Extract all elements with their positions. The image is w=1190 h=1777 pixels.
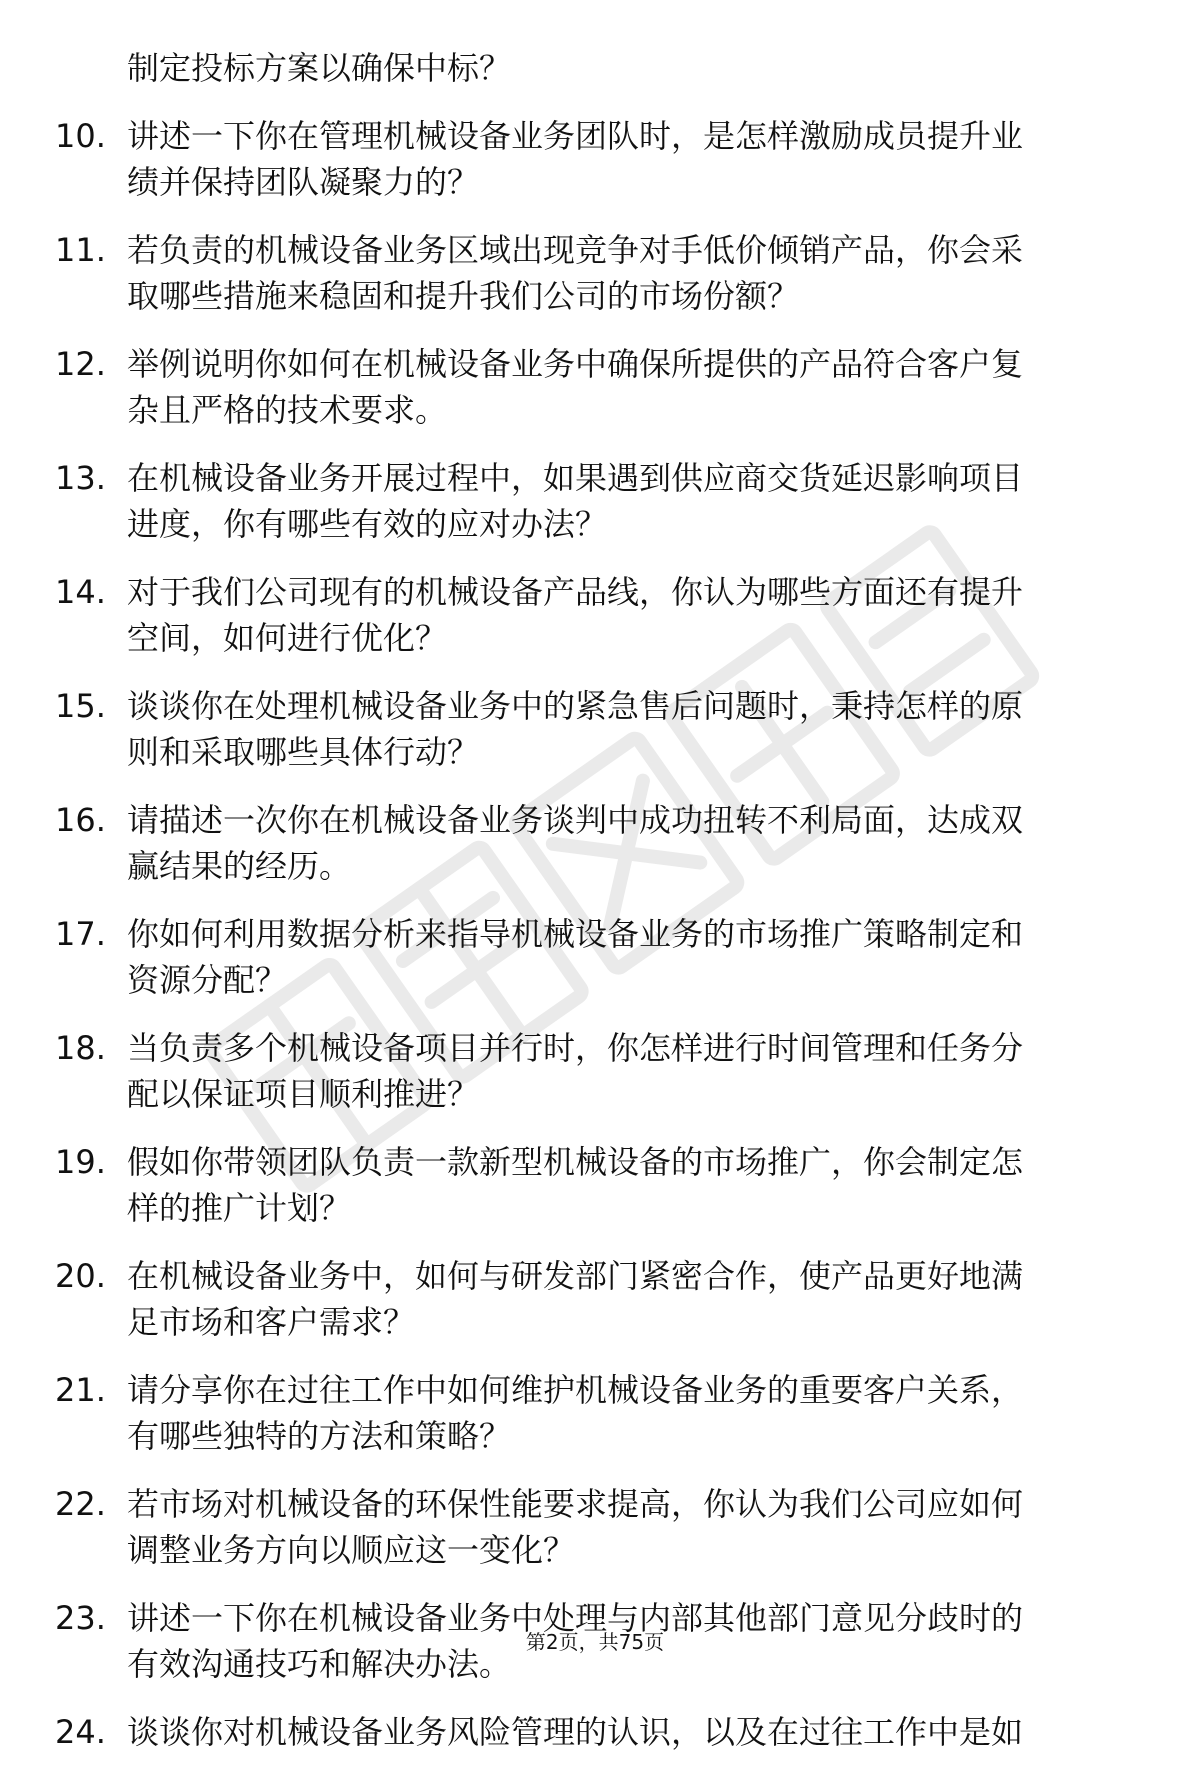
question-item bbox=[55, 797, 1130, 889]
question-text-line: 空间，如何进行优化？ bbox=[127, 619, 448, 657]
question-item bbox=[55, 1253, 1130, 1345]
question-number: 19. bbox=[55, 1143, 106, 1181]
question-number: 24. bbox=[55, 1713, 106, 1751]
question-text-line: 样的推广计划？ bbox=[127, 1189, 352, 1227]
question-text-line: 赢结果的经历。 bbox=[127, 847, 352, 885]
question-text-line: 调整业务方向以顺应这一变化？ bbox=[127, 1531, 576, 1569]
question-content bbox=[55, 45, 1130, 1777]
question-number: 16. bbox=[55, 801, 106, 839]
question-item bbox=[55, 113, 1130, 205]
question-text-line: 有哪些独特的方法和策略？ bbox=[127, 1417, 512, 1455]
question-text-line: 在机械设备业务开展过程中，如果遇到供应商交货延迟影响项目 bbox=[127, 459, 1024, 497]
question-text-line: 杂且严格的技术要求。 bbox=[127, 391, 448, 429]
question-item bbox=[55, 455, 1130, 547]
question-text-line: 若负责的机械设备业务区域出现竞争对手低价倾销产品，你会采 bbox=[127, 231, 1024, 269]
question-number: 11. bbox=[55, 231, 106, 269]
question-text-line: 你如何利用数据分析来指导机械设备业务的市场推广策略制定和 bbox=[127, 915, 1024, 953]
question-number: 21. bbox=[55, 1371, 106, 1409]
question-item bbox=[55, 1139, 1130, 1231]
question-text-line: 假如你带领团队负责一款新型机械设备的市场推广，你会制定怎 bbox=[127, 1143, 1024, 1181]
page-footer: 第2页，共75页 bbox=[525, 1630, 665, 1654]
question-item bbox=[55, 1025, 1130, 1117]
question-number: 23. bbox=[55, 1599, 106, 1637]
question-item bbox=[55, 341, 1130, 433]
question-number: 17. bbox=[55, 915, 106, 953]
question-number: 13. bbox=[55, 459, 106, 497]
question-item bbox=[55, 683, 1130, 775]
question-item bbox=[55, 1481, 1130, 1573]
continuation-line: 制定投标方案以确保中标？ bbox=[127, 49, 512, 87]
question-text-line: 请描述一次你在机械设备业务谈判中成功扭转不利局面，达成双 bbox=[127, 801, 1024, 839]
question-text-line: 取哪些措施来稳固和提升我们公司的市场份额？ bbox=[127, 277, 800, 315]
question-number: 14. bbox=[55, 573, 106, 611]
question-item bbox=[55, 1367, 1130, 1459]
question-text-line: 谈谈你在处理机械设备业务中的紧急售后问题时，秉持怎样的原 bbox=[127, 687, 1024, 725]
question-number: 15. bbox=[55, 687, 106, 725]
question-number: 20. bbox=[55, 1257, 106, 1295]
question-text-line: 则和采取哪些具体行动？ bbox=[127, 733, 480, 771]
question-item bbox=[55, 227, 1130, 319]
question-list bbox=[55, 113, 1130, 1755]
question-text-line: 资源分配？ bbox=[127, 961, 288, 999]
question-text-line: 若市场对机械设备的环保性能要求提高，你认为我们公司应如何 bbox=[127, 1485, 1024, 1523]
question-text-line: 足市场和客户需求？ bbox=[127, 1303, 416, 1341]
question-item bbox=[55, 569, 1130, 661]
question-text-line: 在机械设备业务中，如何与研发部门紧密合作，使产品更好地满 bbox=[127, 1257, 1024, 1295]
question-text-line: 当负责多个机械设备项目并行时，你怎样进行时间管理和任务分 bbox=[127, 1029, 1024, 1067]
question-text-line: 讲述一下你在管理机械设备业务团队时，是怎样激励成员提升业 bbox=[127, 117, 1024, 155]
question-text-line: 绩并保持团队凝聚力的？ bbox=[127, 163, 480, 201]
question-number: 12. bbox=[55, 345, 106, 383]
question-number: 22. bbox=[55, 1485, 106, 1523]
question-item bbox=[55, 1709, 1130, 1755]
question-number: 18. bbox=[55, 1029, 106, 1067]
question-text-line: 谈谈你对机械设备业务风险管理的认识，以及在过往工作中是如 bbox=[127, 1713, 1024, 1751]
question-text-line: 举例说明你如何在机械设备业务中确保所提供的产品符合客户复 bbox=[127, 345, 1024, 383]
question-text-line: 讲述一下你在机械设备业务中处理与内部其他部门意见分歧时的 bbox=[127, 1599, 1024, 1637]
question-text-line: 请分享你在过往工作中如何维护机械设备业务的重要客户关系， bbox=[127, 1371, 1024, 1409]
question-text-line: 配以保证项目顺利推进？ bbox=[127, 1075, 480, 1113]
question-text-line: 对于我们公司现有的机械设备产品线，你认为哪些方面还有提升 bbox=[127, 573, 1024, 611]
question-item bbox=[55, 911, 1130, 1003]
question-text-line: 有效沟通技巧和解决办法。 bbox=[127, 1645, 512, 1683]
question-text-line: 进度，你有哪些有效的应对办法？ bbox=[127, 505, 608, 543]
question-number: 10. bbox=[55, 117, 106, 155]
